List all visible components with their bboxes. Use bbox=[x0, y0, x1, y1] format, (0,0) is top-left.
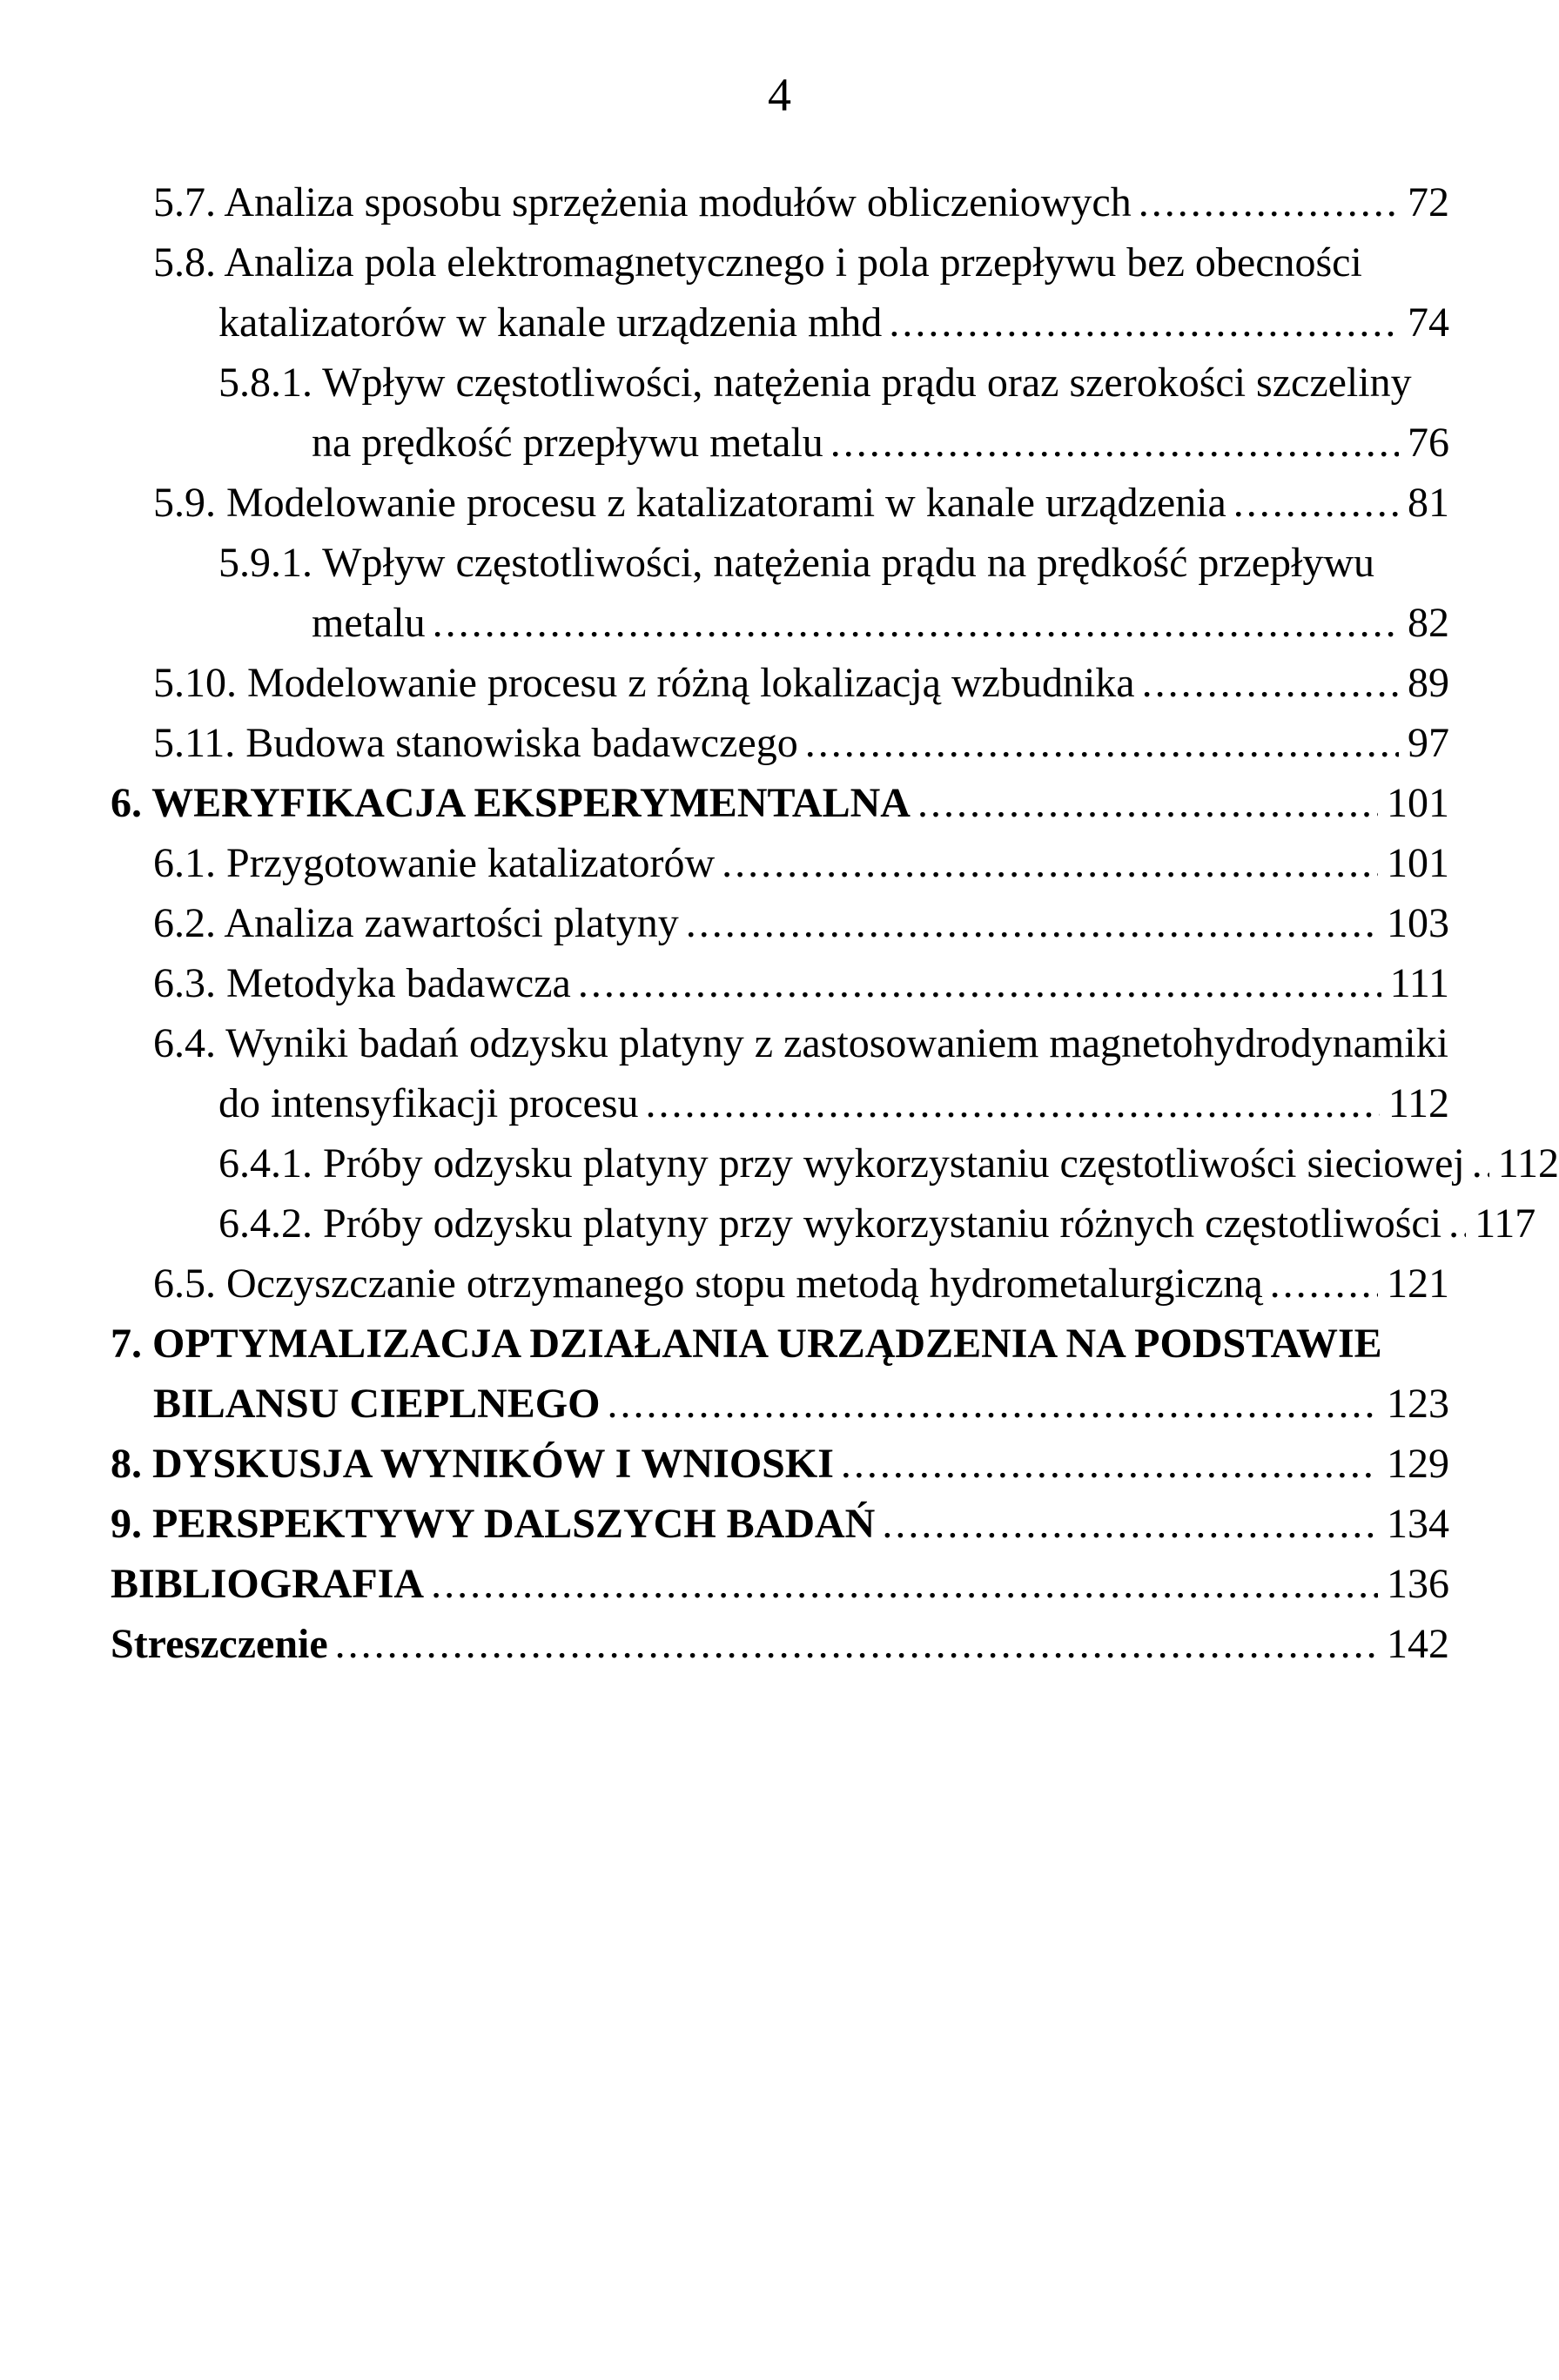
toc-entry-text: 7. OPTYMALIZACJA DZIAŁANIA URZĄDZENIA NA PODSTAWIE bbox=[111, 1321, 1382, 1367]
toc-entry-text: 8. DYSKUSJA WYNIKÓW I WNIOSKI bbox=[111, 1441, 834, 1487]
toc-line bbox=[153, 1013, 1449, 1073]
toc-line bbox=[218, 533, 1449, 593]
toc-entry-text: 6.5. Oczyszczanie otrzymanego stopu metodą hydrometalurgiczną bbox=[153, 1261, 1263, 1307]
toc-entry-page: 129 bbox=[1387, 1441, 1449, 1487]
dot-leader bbox=[722, 833, 1378, 893]
toc-entry-text: 5.9.1. Wpływ częstotliwości, natężenia prądu na prędkość przepływu bbox=[218, 540, 1375, 586]
toc-line bbox=[218, 1073, 1449, 1133]
toc-entry-text: metalu bbox=[312, 600, 426, 646]
toc-entry-text: 5.10. Modelowanie procesu z różną lokalizacją wzbudnika bbox=[153, 660, 1135, 706]
toc-entry-text: na prędkość przepływu metalu bbox=[312, 420, 823, 466]
dot-leader bbox=[917, 773, 1378, 833]
dot-leader bbox=[889, 292, 1399, 353]
toc-entry-page: 82 bbox=[1408, 600, 1449, 646]
dot-leader bbox=[646, 1073, 1380, 1133]
toc-entry-text: 6.3. Metodyka badawcza bbox=[153, 960, 571, 1006]
toc-line bbox=[312, 593, 1449, 653]
dot-leader bbox=[1139, 172, 1399, 232]
toc-entry-text: do intensyfikacji procesu bbox=[218, 1080, 639, 1126]
toc-entry-text: 5.11. Budowa stanowiska badawczego bbox=[153, 720, 798, 766]
toc-line bbox=[153, 473, 1449, 533]
toc-line-chapter bbox=[111, 1314, 1449, 1374]
dot-leader bbox=[1472, 1133, 1489, 1193]
toc-entry-text: katalizatorów w kanale urządzenia mhd bbox=[218, 299, 883, 346]
toc-entry-text: 6.2. Analiza zawartości platyny bbox=[153, 900, 679, 946]
toc-line-chapter bbox=[111, 1434, 1449, 1494]
toc-line bbox=[153, 893, 1449, 953]
toc-entry-text: BILANSU CIEPLNEGO bbox=[153, 1381, 601, 1427]
toc-entry-page: 136 bbox=[1387, 1561, 1449, 1607]
toc-line bbox=[218, 292, 1449, 353]
toc-line bbox=[153, 953, 1449, 1013]
toc-entry-page: 74 bbox=[1408, 299, 1449, 346]
toc-entry-page: 112 bbox=[1388, 1080, 1449, 1126]
dot-leader bbox=[882, 1494, 1378, 1554]
toc-entry-text: BIBLIOGRAFIA bbox=[111, 1561, 425, 1607]
toc-entry-page: 123 bbox=[1387, 1381, 1449, 1427]
toc-entry-page: 111 bbox=[1389, 960, 1449, 1006]
toc-entry-page: 103 bbox=[1387, 900, 1449, 946]
toc-entry-page: 112 bbox=[1497, 1140, 1559, 1187]
toc-entry-text: 6.4.2. Próby odzysku platyny przy wykorzystaniu różnych częstotliwości bbox=[218, 1200, 1442, 1247]
toc-entry-text: 6.4.1. Próby odzysku platyny przy wykorzystaniu częstotliwości sieciowej bbox=[218, 1140, 1465, 1187]
toc-entry-text: Streszczenie bbox=[111, 1621, 328, 1667]
toc-entry-page: 117 bbox=[1475, 1200, 1536, 1247]
dot-leader bbox=[1448, 1193, 1466, 1254]
toc-line-chapter bbox=[111, 1494, 1449, 1554]
toc-line bbox=[153, 1254, 1449, 1314]
dot-leader bbox=[1270, 1254, 1378, 1314]
dot-leader bbox=[607, 1374, 1378, 1434]
toc-line bbox=[153, 172, 1449, 232]
toc-line bbox=[312, 413, 1449, 473]
toc-entry-page: 142 bbox=[1387, 1621, 1449, 1667]
dot-leader bbox=[686, 893, 1378, 953]
toc-entry-page: 121 bbox=[1387, 1261, 1449, 1307]
dot-leader bbox=[1233, 473, 1399, 533]
toc-entry-page: 134 bbox=[1387, 1501, 1449, 1547]
toc-line bbox=[153, 232, 1449, 292]
toc-entry-text: 6. WERYFIKACJA EKSPERYMENTALNA bbox=[111, 780, 911, 826]
toc-line-chapter bbox=[111, 773, 1449, 833]
toc-entry-text: 5.7. Analiza sposobu sprzężenia modułów obliczeniowych bbox=[153, 179, 1132, 225]
toc-entry-text: 6.1. Przygotowanie katalizatorów bbox=[153, 840, 716, 886]
dot-leader bbox=[1142, 653, 1399, 713]
toc-line bbox=[218, 1133, 1559, 1193]
toc-entry-page: 97 bbox=[1408, 720, 1449, 766]
toc-line bbox=[153, 653, 1449, 713]
toc-line-chapter bbox=[153, 1374, 1449, 1434]
toc-line bbox=[153, 833, 1449, 893]
dot-leader bbox=[841, 1434, 1378, 1494]
dot-leader bbox=[431, 1554, 1378, 1614]
toc-entry-page: 101 bbox=[1387, 780, 1449, 826]
toc-entry-page: 72 bbox=[1408, 179, 1449, 225]
toc-line bbox=[218, 1193, 1536, 1254]
toc-entry-text: 5.9. Modelowanie procesu z katalizatorami w kanale urządzenia bbox=[153, 480, 1226, 526]
dot-leader bbox=[433, 593, 1399, 653]
toc-entry-page: 81 bbox=[1408, 480, 1449, 526]
table-of-contents bbox=[0, 172, 1559, 1674]
toc-line-chapter bbox=[111, 1554, 1449, 1614]
toc-entry-page: 76 bbox=[1408, 420, 1449, 466]
toc-line bbox=[153, 713, 1449, 773]
toc-line bbox=[218, 353, 1449, 413]
dot-leader bbox=[805, 713, 1399, 773]
toc-line-chapter bbox=[111, 1614, 1449, 1674]
toc-entry-text: 5.8. Analiza pola elektromagnetycznego i pola przepływu bez obecności bbox=[153, 239, 1362, 286]
toc-entry-page: 89 bbox=[1408, 660, 1449, 706]
dot-leader bbox=[578, 953, 1381, 1013]
page-number: 4 bbox=[768, 69, 791, 121]
toc-entry-page: 101 bbox=[1387, 840, 1449, 886]
dot-leader bbox=[830, 413, 1399, 473]
toc-entry-text: 5.8.1. Wpływ częstotliwości, natężenia prądu oraz szerokości szczeliny bbox=[218, 360, 1412, 406]
toc-entry-text: 9. PERSPEKTYWY DALSZYCH BADAŃ bbox=[111, 1501, 876, 1547]
toc-entry-text: 6.4. Wyniki badań odzysku platyny z zastosowaniem magnetohydrodynamiki bbox=[153, 1020, 1448, 1066]
dot-leader bbox=[335, 1614, 1378, 1674]
